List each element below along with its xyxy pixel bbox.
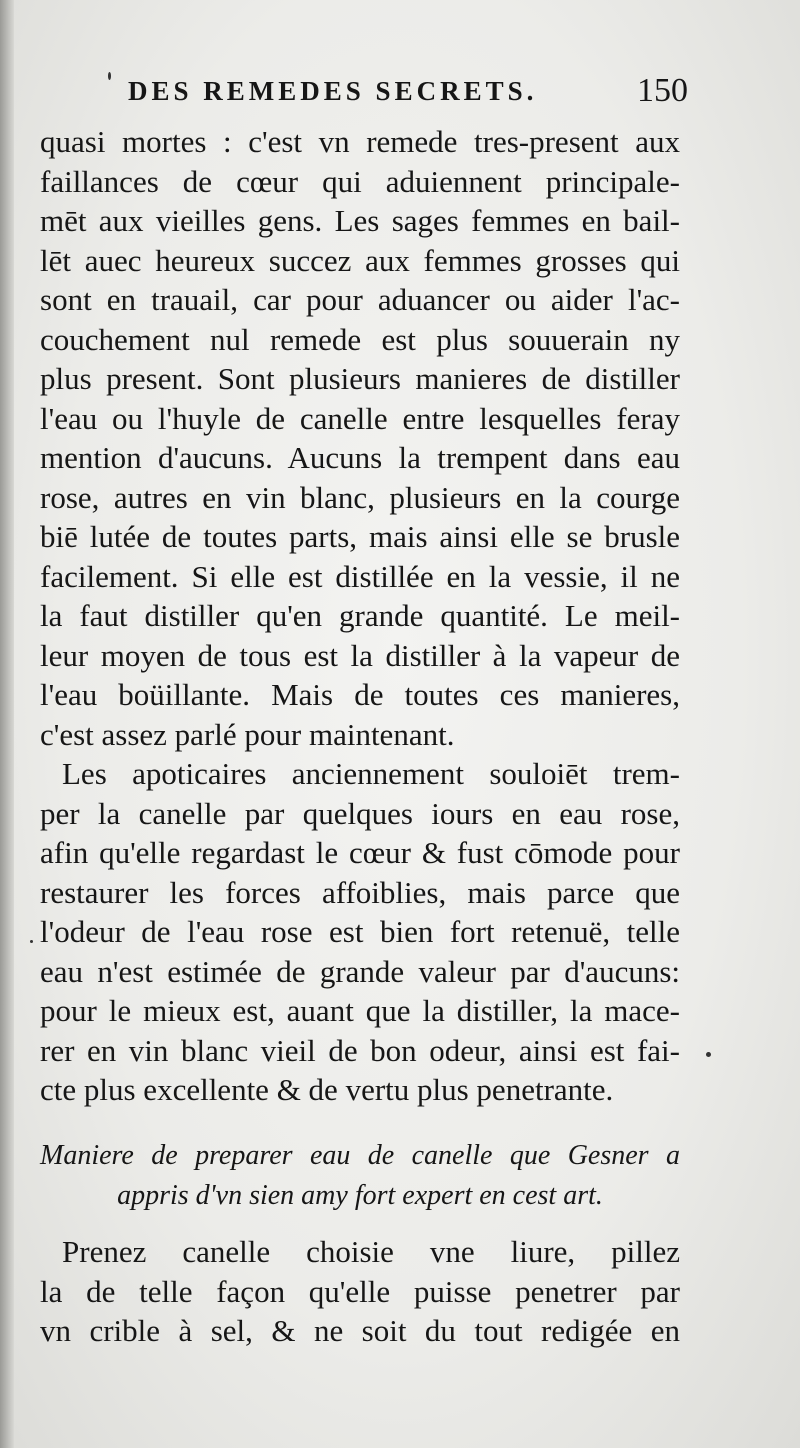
page-header: [128, 72, 688, 116]
ink-speck: [30, 940, 33, 943]
page-number: 150: [637, 72, 688, 109]
text-line: c'est assez parlé pour maintenant.: [40, 716, 455, 752]
section-heading: [40, 1136, 680, 1216]
text-line: lēt auec heureux succez aux femmes grosses qui: [40, 242, 680, 278]
text-line: afin qu'elle regardast le cœur & fust cōmode pour: [40, 835, 680, 870]
body-text-continued: [40, 1232, 680, 1351]
text-line: l'eau boüillante. Mais de toutes ces manieres,: [40, 677, 680, 712]
text-line: la faut distiller qu'en grande quantité. Le meil-: [40, 598, 680, 633]
page-gutter-shadow: [0, 0, 14, 1448]
text-line: l'odeur de l'eau rose est bien fort retenuë, telle: [40, 914, 680, 949]
text-line: plus present. Sont plusieurs manieres de distiller: [40, 361, 680, 396]
text-line: facilement. Si elle est distillée en la vessie, il ne: [40, 558, 680, 594]
body-text: [40, 122, 680, 1110]
text-line: l'eau ou l'huyle de canelle entre lesquelles feray: [40, 400, 680, 436]
text-line: leur moyen de tous est la distiller à la vapeur de: [40, 637, 680, 673]
text-line: mention d'aucuns. Aucuns la trempent dans eau: [40, 440, 680, 475]
text-line: quasi mortes : c'est vn remede tres-present aux: [40, 124, 680, 159]
text-line: pour le mieux est, auant que la distiller, la mace-: [40, 993, 680, 1028]
heading-line: appris d'vn sien amy fort expert en cest art.: [117, 1180, 603, 1211]
text-line: Les apoticaires anciennement souloiēt trem-: [62, 756, 680, 791]
text-line: vn crible à sel, & ne soit du tout redigée en: [40, 1313, 680, 1348]
text-line: cte plus excellente & de vertu plus penetrante.: [40, 1072, 614, 1107]
text-line: rer en vin blanc vieil de bon odeur, ainsi est fai-: [40, 1032, 680, 1068]
text-line: restaurer les forces affoiblies, mais parce que: [40, 874, 680, 910]
text-line: sont en trauail, car pour aduancer ou aider l'ac-: [40, 282, 680, 317]
running-head: DES REMEDES SECRETS.: [128, 76, 538, 106]
heading-line: Maniere de preparer eau de canelle que Gesner a: [40, 1140, 680, 1171]
text-line: couchement nul remede est plus souuerain ny: [40, 321, 680, 357]
ink-speck: [108, 72, 111, 80]
text-line: biē lutée de toutes parts, mais ainsi elle se brusle: [40, 519, 680, 554]
ink-speck: [706, 1052, 711, 1057]
text-line: eau n'est estimée de grande valeur par d'aucuns:: [40, 953, 680, 989]
text-line: faillances de cœur qui aduiennent principale-: [40, 163, 680, 199]
text-line: Prenez canelle choisie vne liure, pillez: [62, 1234, 680, 1269]
text-line: per la canelle par quelques iours en eau rose,: [40, 795, 680, 831]
text-line: la de telle façon qu'elle puisse penetrer par: [40, 1273, 680, 1309]
text-line: rose, autres en vin blanc, plusieurs en la courge: [40, 479, 680, 515]
text-line: mēt aux vieilles gens. Les sages femmes en bail-: [40, 203, 680, 238]
